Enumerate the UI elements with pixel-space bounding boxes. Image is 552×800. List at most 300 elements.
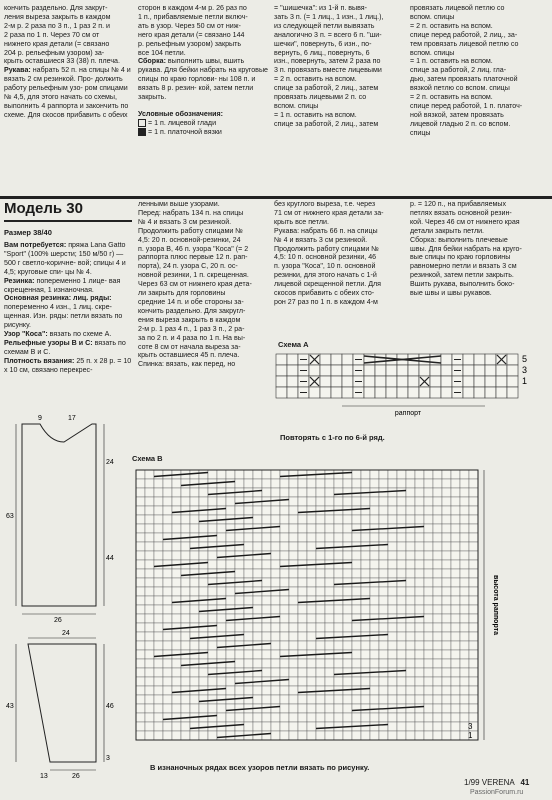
chart-cell xyxy=(388,542,397,551)
chart-cell xyxy=(163,605,172,614)
chart-cell xyxy=(415,542,424,551)
chart-cell xyxy=(424,569,433,578)
chart-cell xyxy=(433,623,442,632)
chart-cell xyxy=(235,506,244,515)
chart-cell xyxy=(469,704,478,713)
chart-cell xyxy=(280,569,289,578)
chart-cell xyxy=(271,488,280,497)
text-line: за по 2 п. и 4 раза по 1 п. На вы- xyxy=(138,333,246,342)
chart-cell xyxy=(217,479,226,488)
chart-cell xyxy=(316,659,325,668)
chart-cell xyxy=(253,731,262,740)
chart-cell xyxy=(370,686,379,695)
chart-cell xyxy=(460,497,469,506)
chart-cell xyxy=(145,497,154,506)
chart-cell xyxy=(235,569,244,578)
chart-cell xyxy=(364,365,375,376)
chart-cell xyxy=(379,551,388,560)
chart-cell xyxy=(235,704,244,713)
chart-cell xyxy=(334,515,343,524)
chart-cell xyxy=(325,641,334,650)
chart-cell xyxy=(262,605,271,614)
chart-cell xyxy=(442,722,451,731)
chart-cell xyxy=(190,722,199,731)
dim-sleeve-length: 46 xyxy=(106,703,114,710)
chart-cell xyxy=(154,479,163,488)
chart-cell xyxy=(406,704,415,713)
chart-cell xyxy=(271,704,280,713)
chart-cell xyxy=(154,605,163,614)
chart-cell xyxy=(433,551,442,560)
chart-cell xyxy=(352,551,361,560)
chart-cell xyxy=(163,470,172,479)
chart-cell xyxy=(181,632,190,641)
chart-cell xyxy=(334,623,343,632)
chart-cell xyxy=(181,569,190,578)
chart-cell xyxy=(343,551,352,560)
chart-cell xyxy=(361,596,370,605)
chart-cell xyxy=(388,659,397,668)
chart-cell xyxy=(154,677,163,686)
chart-cell xyxy=(388,470,397,479)
chart-cell xyxy=(307,533,316,542)
chart-cell xyxy=(460,488,469,497)
chart-cell xyxy=(361,641,370,650)
text-line: кончить раздельно. Для закруг- xyxy=(4,4,108,12)
chart-cell xyxy=(271,650,280,659)
chart-cell xyxy=(343,560,352,569)
chart-cell xyxy=(172,551,181,560)
chart-cell xyxy=(343,497,352,506)
chart-cell xyxy=(309,387,320,398)
chart-cell xyxy=(226,722,235,731)
chart-cell xyxy=(325,578,334,587)
chart-cell xyxy=(424,713,433,722)
chart-cell xyxy=(226,497,235,506)
chart-cell xyxy=(307,704,316,713)
chart-cell xyxy=(415,713,424,722)
chart-cell xyxy=(217,677,226,686)
chart-cell xyxy=(298,623,307,632)
chart-cell xyxy=(307,668,316,677)
text-line: № 4 и вязать 3 см резинкой. xyxy=(274,235,368,244)
chart-cell xyxy=(271,623,280,632)
chart-cell xyxy=(199,560,208,569)
chart-cell xyxy=(343,533,352,542)
chart-cell xyxy=(451,686,460,695)
text-line: крыть все петли. xyxy=(274,217,329,226)
chart-cell xyxy=(460,479,469,488)
chart-cell xyxy=(145,650,154,659)
chart-cell xyxy=(419,365,430,376)
chart-cell xyxy=(424,533,433,542)
chart-cell xyxy=(507,376,518,387)
chart-cell xyxy=(289,506,298,515)
chart-cell xyxy=(370,479,379,488)
text-line: спице за работой, 2 лиц. гла- xyxy=(410,66,507,75)
chart-cell xyxy=(289,695,298,704)
text-line: = "шишечка": из 1-й п. вывя- xyxy=(274,4,368,12)
chart-cell xyxy=(154,569,163,578)
chart-cell xyxy=(235,632,244,641)
chart-cell xyxy=(217,596,226,605)
chart-cell xyxy=(406,686,415,695)
chart-cell xyxy=(163,506,172,515)
chart-cell xyxy=(370,677,379,686)
chart-cell xyxy=(235,722,244,731)
chart-cell xyxy=(397,387,408,398)
chart-cell xyxy=(289,659,298,668)
chart-cell xyxy=(244,695,253,704)
chart-cell xyxy=(226,641,235,650)
chart-cell xyxy=(181,695,190,704)
chart-cell xyxy=(280,578,289,587)
chart-cell xyxy=(379,686,388,695)
text-line: спице перед работой, 1 п. платоч- xyxy=(410,101,523,110)
chart-cell xyxy=(244,542,253,551)
chart-cell xyxy=(415,488,424,497)
chart-cell xyxy=(379,506,388,515)
chart-cell xyxy=(424,479,433,488)
chart-cell xyxy=(460,470,469,479)
text-line: вспом. спицы xyxy=(410,12,455,21)
chart-cell xyxy=(163,542,172,551)
chart-cell xyxy=(154,686,163,695)
chart-cell xyxy=(460,668,469,677)
chart-cell xyxy=(442,614,451,623)
chart-cell xyxy=(433,722,442,731)
chart-cell xyxy=(451,551,460,560)
chart-cell xyxy=(226,650,235,659)
chart-cell xyxy=(309,365,320,376)
chart-cell xyxy=(388,623,397,632)
chart-cell xyxy=(145,605,154,614)
chart-cell xyxy=(136,497,145,506)
chart-cell xyxy=(154,596,163,605)
chart-cell xyxy=(379,533,388,542)
chart-cell xyxy=(217,650,226,659)
dim-height: 63 xyxy=(6,513,14,520)
chart-cell xyxy=(406,470,415,479)
chart-cell xyxy=(253,542,262,551)
chart-cell xyxy=(289,614,298,623)
chart-cell xyxy=(379,587,388,596)
chart-cell xyxy=(316,569,325,578)
chart-cell xyxy=(298,569,307,578)
text-line: = 2 п. оставить на вспом. xyxy=(410,93,493,102)
chart-cell xyxy=(298,488,307,497)
chart-cell xyxy=(208,605,217,614)
chart-cell xyxy=(451,731,460,740)
chart-cell xyxy=(316,515,325,524)
rapport-label: раппорт xyxy=(394,410,422,417)
chart-cell xyxy=(154,506,163,515)
chart-cell xyxy=(451,695,460,704)
text-line: лицевой гладью 2 п. со вспом. xyxy=(410,119,511,128)
chart-cell xyxy=(145,641,154,650)
spec-paragraph: Рельефные узоры В и С: вязать по схемам В и С. xyxy=(4,338,126,356)
chart-cell xyxy=(163,713,172,722)
chart-cell xyxy=(397,569,406,578)
chart-cell xyxy=(307,515,316,524)
chart-cell xyxy=(154,713,163,722)
chart-cell xyxy=(172,668,181,677)
chart-cell xyxy=(342,365,353,376)
chart-cell xyxy=(145,515,154,524)
chart-cell xyxy=(507,387,518,398)
chart-cell xyxy=(172,614,181,623)
chart-cell xyxy=(163,533,172,542)
chart-cell xyxy=(325,614,334,623)
chart-cell xyxy=(253,659,262,668)
chart-cell xyxy=(370,722,379,731)
chart-cell xyxy=(190,578,199,587)
chart-cell xyxy=(460,587,469,596)
chart-cell xyxy=(451,506,460,515)
chart-cell xyxy=(298,659,307,668)
chart-cell xyxy=(406,605,415,614)
chart-cell xyxy=(262,506,271,515)
chart-cell xyxy=(262,704,271,713)
chart-cell xyxy=(507,354,518,365)
chart-cell xyxy=(442,578,451,587)
chart-cell xyxy=(325,587,334,596)
chart-cell xyxy=(379,632,388,641)
chart-cell xyxy=(334,641,343,650)
chart-cell xyxy=(226,686,235,695)
text-line: нижнего края детали (= связано xyxy=(4,39,110,48)
chart-cell xyxy=(325,695,334,704)
chart-cell xyxy=(325,704,334,713)
chart-cell xyxy=(136,542,145,551)
model-col-3 xyxy=(274,200,402,307)
chart-cell xyxy=(316,731,325,740)
chart-cell xyxy=(424,731,433,740)
chart-cell xyxy=(208,587,217,596)
chart-cell xyxy=(226,614,235,623)
chart-cell xyxy=(485,387,496,398)
chart-cell xyxy=(226,569,235,578)
chart-cell xyxy=(280,614,289,623)
chart-cell xyxy=(271,641,280,650)
chart-cell xyxy=(424,506,433,515)
chart-cell xyxy=(163,578,172,587)
chart-cell xyxy=(451,542,460,551)
chart-cell xyxy=(406,668,415,677)
chart-cell xyxy=(280,524,289,533)
chart-cell xyxy=(334,479,343,488)
chart-cell xyxy=(334,497,343,506)
row-number: 1 xyxy=(468,731,473,740)
chart-cell xyxy=(433,641,442,650)
chart-cell xyxy=(397,551,406,560)
chart-cell xyxy=(226,587,235,596)
chart-cell xyxy=(460,686,469,695)
chart-cell xyxy=(460,677,469,686)
chart-cell xyxy=(253,650,262,659)
chart-cell xyxy=(474,365,485,376)
side-label: высота раппорта xyxy=(492,575,499,635)
chart-cell xyxy=(415,497,424,506)
chart-cell xyxy=(325,542,334,551)
chart-cell xyxy=(253,632,262,641)
chart-cell xyxy=(289,722,298,731)
chart-cell xyxy=(262,731,271,740)
chart-cell xyxy=(226,479,235,488)
chart-cell xyxy=(316,533,325,542)
chart-cell xyxy=(190,731,199,740)
chart-cell xyxy=(208,641,217,650)
chart-cell xyxy=(469,596,478,605)
chart-cell xyxy=(469,569,478,578)
chart-cell xyxy=(172,506,181,515)
chart-cell xyxy=(298,686,307,695)
chart-cell xyxy=(469,623,478,632)
chart-cell xyxy=(163,614,172,623)
chart-cell xyxy=(334,614,343,623)
chart-cell xyxy=(415,569,424,578)
chart-cell xyxy=(469,659,478,668)
chart-cell xyxy=(352,479,361,488)
chart-cell xyxy=(469,677,478,686)
chart-cell xyxy=(451,497,460,506)
chart-cell xyxy=(352,470,361,479)
chart-cell xyxy=(325,524,334,533)
text-line: ения выреза закрыть в каждом xyxy=(138,315,241,324)
chart-cell xyxy=(262,551,271,560)
chart-cell xyxy=(352,560,361,569)
chart-cell xyxy=(397,542,406,551)
chart-cell xyxy=(136,641,145,650)
chart-cell xyxy=(316,614,325,623)
chart-cell xyxy=(334,713,343,722)
chart-cell xyxy=(469,650,478,659)
text-line: = 1 п. оставить на вспом. xyxy=(274,110,357,119)
chart-cell xyxy=(208,614,217,623)
chart-cell xyxy=(244,488,253,497)
chart-cell xyxy=(343,668,352,677)
chart-cell xyxy=(244,623,253,632)
chart-cell xyxy=(307,632,316,641)
chart-cell xyxy=(343,659,352,668)
chart-cell xyxy=(469,614,478,623)
text-line: порта), 24 п. узора С, 20 п. ос- xyxy=(138,262,238,271)
chart-cell xyxy=(154,542,163,551)
chart-cell xyxy=(262,713,271,722)
chart-cell xyxy=(136,596,145,605)
chart-cell xyxy=(154,515,163,524)
chart-cell xyxy=(415,623,424,632)
chart-cell xyxy=(469,515,478,524)
chart-cell xyxy=(415,605,424,614)
chart-cell xyxy=(463,376,474,387)
chart-cell xyxy=(424,704,433,713)
chart-cell xyxy=(433,524,442,533)
chart-cell xyxy=(415,560,424,569)
chart-cell xyxy=(316,722,325,731)
chart-cell xyxy=(226,677,235,686)
chart-cell xyxy=(199,731,208,740)
chart-cell xyxy=(375,354,386,365)
chart-cell xyxy=(145,587,154,596)
chart-cell xyxy=(343,605,352,614)
chart-cell xyxy=(145,470,154,479)
chart-cell xyxy=(163,587,172,596)
chart-cell xyxy=(181,497,190,506)
chart-cell xyxy=(235,497,244,506)
chart-cell xyxy=(460,533,469,542)
chart-cell xyxy=(433,713,442,722)
chart-cell xyxy=(145,704,154,713)
chart-cell xyxy=(424,596,433,605)
chart-cell xyxy=(361,587,370,596)
chart-cell xyxy=(325,659,334,668)
chart-cell xyxy=(253,578,262,587)
chart-cell xyxy=(334,578,343,587)
chart-cell xyxy=(397,677,406,686)
chart-cell xyxy=(370,551,379,560)
text-line: спице за работой, 2 лиц., затем xyxy=(274,84,379,93)
chart-cell xyxy=(352,605,361,614)
chart-cell xyxy=(280,560,289,569)
chart-cell xyxy=(253,722,262,731)
chart-cell xyxy=(145,677,154,686)
chart-cell xyxy=(163,479,172,488)
chart-cell xyxy=(181,479,190,488)
chart-cell xyxy=(262,515,271,524)
chart-cell xyxy=(181,614,190,623)
chart-cell xyxy=(433,650,442,659)
text-line: кой. Через 46 см от нижнего края xyxy=(410,217,520,226)
chart-cell xyxy=(460,551,469,560)
chart-cell xyxy=(442,533,451,542)
chart-cell xyxy=(280,506,289,515)
chart-cell xyxy=(163,551,172,560)
chart-cell xyxy=(433,515,442,524)
chart-cell xyxy=(375,376,386,387)
chart-cell xyxy=(352,650,361,659)
chart-cell xyxy=(136,614,145,623)
chart-cell xyxy=(397,731,406,740)
chart-cell xyxy=(406,614,415,623)
chart-cell xyxy=(154,650,163,659)
chart-cell xyxy=(424,470,433,479)
chart-cell xyxy=(460,659,469,668)
chart-cell xyxy=(154,704,163,713)
chart-cell xyxy=(342,376,353,387)
chart-cell xyxy=(469,632,478,641)
text-line: тем провязать лицевой петлю со xyxy=(410,39,519,48)
chart-cell xyxy=(352,695,361,704)
chart-cell xyxy=(280,650,289,659)
chart-cell xyxy=(424,605,433,614)
chart-cell xyxy=(343,713,352,722)
chart-cell xyxy=(190,659,199,668)
text-line: 204 р. рельефным узором) за- xyxy=(4,48,105,57)
chart-cell xyxy=(163,668,172,677)
chart-cell xyxy=(136,587,145,596)
chart-cell xyxy=(163,569,172,578)
chart-cell xyxy=(415,686,424,695)
chart-cell xyxy=(280,632,289,641)
dim-sleeve-width: 26 xyxy=(72,773,80,780)
chart-cell xyxy=(442,713,451,722)
chart-cell xyxy=(253,551,262,560)
chart-cell xyxy=(451,722,460,731)
chart-cell xyxy=(199,524,208,533)
chart-cell xyxy=(406,578,415,587)
chart-cell xyxy=(307,641,316,650)
